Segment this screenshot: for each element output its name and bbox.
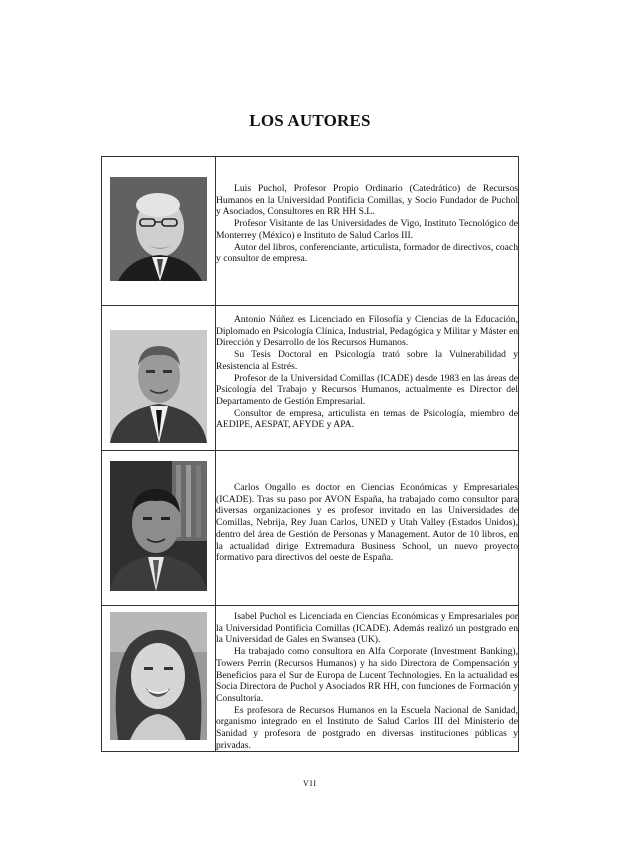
bio-paragraph: Es profesora de Recursos Humanos en la Escuela Nacional de Sanidad, organismo integrado en el Instituto de Salud Carlos III del Ministerio de Sanidad y profesora de postgrado en diversas instituciones públicas y privadas. bbox=[216, 704, 518, 751]
bio-paragraph: Antonio Núñez es Licenciado en Filosofía y Ciencias de la Educación, Diplomado en Psicología Clínica, Industrial, Pedagógica y Militar y Máster en Dirección y Desarrollo de los Recursos Humanos. bbox=[216, 314, 518, 349]
author-row bbox=[102, 606, 519, 752]
portrait-photo-icon bbox=[110, 330, 207, 443]
author-bio-cell bbox=[216, 451, 519, 606]
bio-paragraph: Autor del libros, conferenciante, articulista, formador de directivos, coach y consultor de empresa. bbox=[216, 241, 518, 265]
bio-paragraph: Profesor de la Universidad Comillas (ICADE) desde 1983 en las áreas de Psicología del Trabajo y Recursos Humanos, actualmente es Director del Departamento de Gestión Empresarial. bbox=[216, 372, 518, 407]
bio-paragraph: Carlos Ongallo es doctor en Ciencias Económicas y Empresariales (ICADE). Tras su paso por AVON España, ha trabajado como consultor para diversas organizaciones y es profesor invitado en las Universidades de Comillas, Nebrija, Rey Juan Carlos, UNED y Utah Valley (Estados Unidos), dentro del área de Gestión de Personas y Management. Autor de 10 libros, en la actualidad dirige Extremadura Business School, un nuevo proyecto formativo para directivos del oeste de España. bbox=[216, 482, 518, 564]
bio-paragraph: Su Tesis Doctoral en Psicología trató sobre la Vulnerabilidad y Resistencia al Estrés. bbox=[216, 349, 518, 372]
portrait-photo-icon bbox=[110, 461, 207, 591]
author-photo-cell bbox=[102, 306, 216, 451]
bio-paragraph: Luis Puchol, Profesor Propio Ordinario (Catedrático) de Recursos Humanos en la Universidad Pontificia Comillas, y Socio Fundador de Puchol y Asociados, Consultores en RR HH S.L. bbox=[216, 183, 518, 218]
author-photo bbox=[110, 177, 207, 281]
portrait-photo-icon bbox=[110, 612, 207, 740]
authors-table bbox=[101, 156, 519, 752]
author-bio bbox=[216, 482, 518, 564]
author-photo bbox=[110, 461, 207, 591]
portrait-photo-icon bbox=[110, 177, 207, 281]
author-bio-cell bbox=[216, 606, 519, 752]
author-bio-cell bbox=[216, 157, 519, 306]
author-bio bbox=[216, 183, 518, 265]
bio-paragraph: Ha trabajado como consultora en Alfa Corporate (Investment Banking), Towers Perrin (Recursos Humanos) y ha sido Directora de Compensación y Beneficios para el Sur de Europa de Lucent Technologies. En la actualidad es Socia Directora de Puchol y Asociados RR HH, con funciones de Formación y Consultoría. bbox=[216, 646, 518, 704]
bio-paragraph: Consultor de empresa, articulista en temas de Psicología, miembro de AEDIPE, AESPAT, AFYDE y APA. bbox=[216, 407, 518, 431]
author-photo-cell bbox=[102, 451, 216, 606]
bio-paragraph: Isabel Puchol es Licenciada en Ciencias Económicas y Empresariales por la Universidad Pontificia Comillas (ICADE). Además realizó un postgrado en la Universidad de Gales en Swansea (UK). bbox=[216, 611, 518, 646]
bio-paragraph: Profesor Visitante de las Universidades de Vigo, Instituto Tecnológico de Monterrey (México) e Instituto de Salud Carlos III. bbox=[216, 218, 518, 241]
page-title: LOS AUTORES bbox=[249, 111, 371, 130]
page-number: VII bbox=[302, 779, 318, 788]
author-photo-cell bbox=[102, 606, 216, 752]
author-row bbox=[102, 451, 519, 606]
author-row bbox=[102, 157, 519, 306]
author-bio-cell bbox=[216, 306, 519, 451]
author-bio bbox=[216, 611, 518, 751]
author-photo-cell bbox=[102, 157, 216, 306]
author-photo bbox=[110, 330, 207, 443]
author-bio bbox=[216, 314, 518, 431]
author-photo bbox=[110, 612, 207, 740]
author-row bbox=[102, 306, 519, 451]
